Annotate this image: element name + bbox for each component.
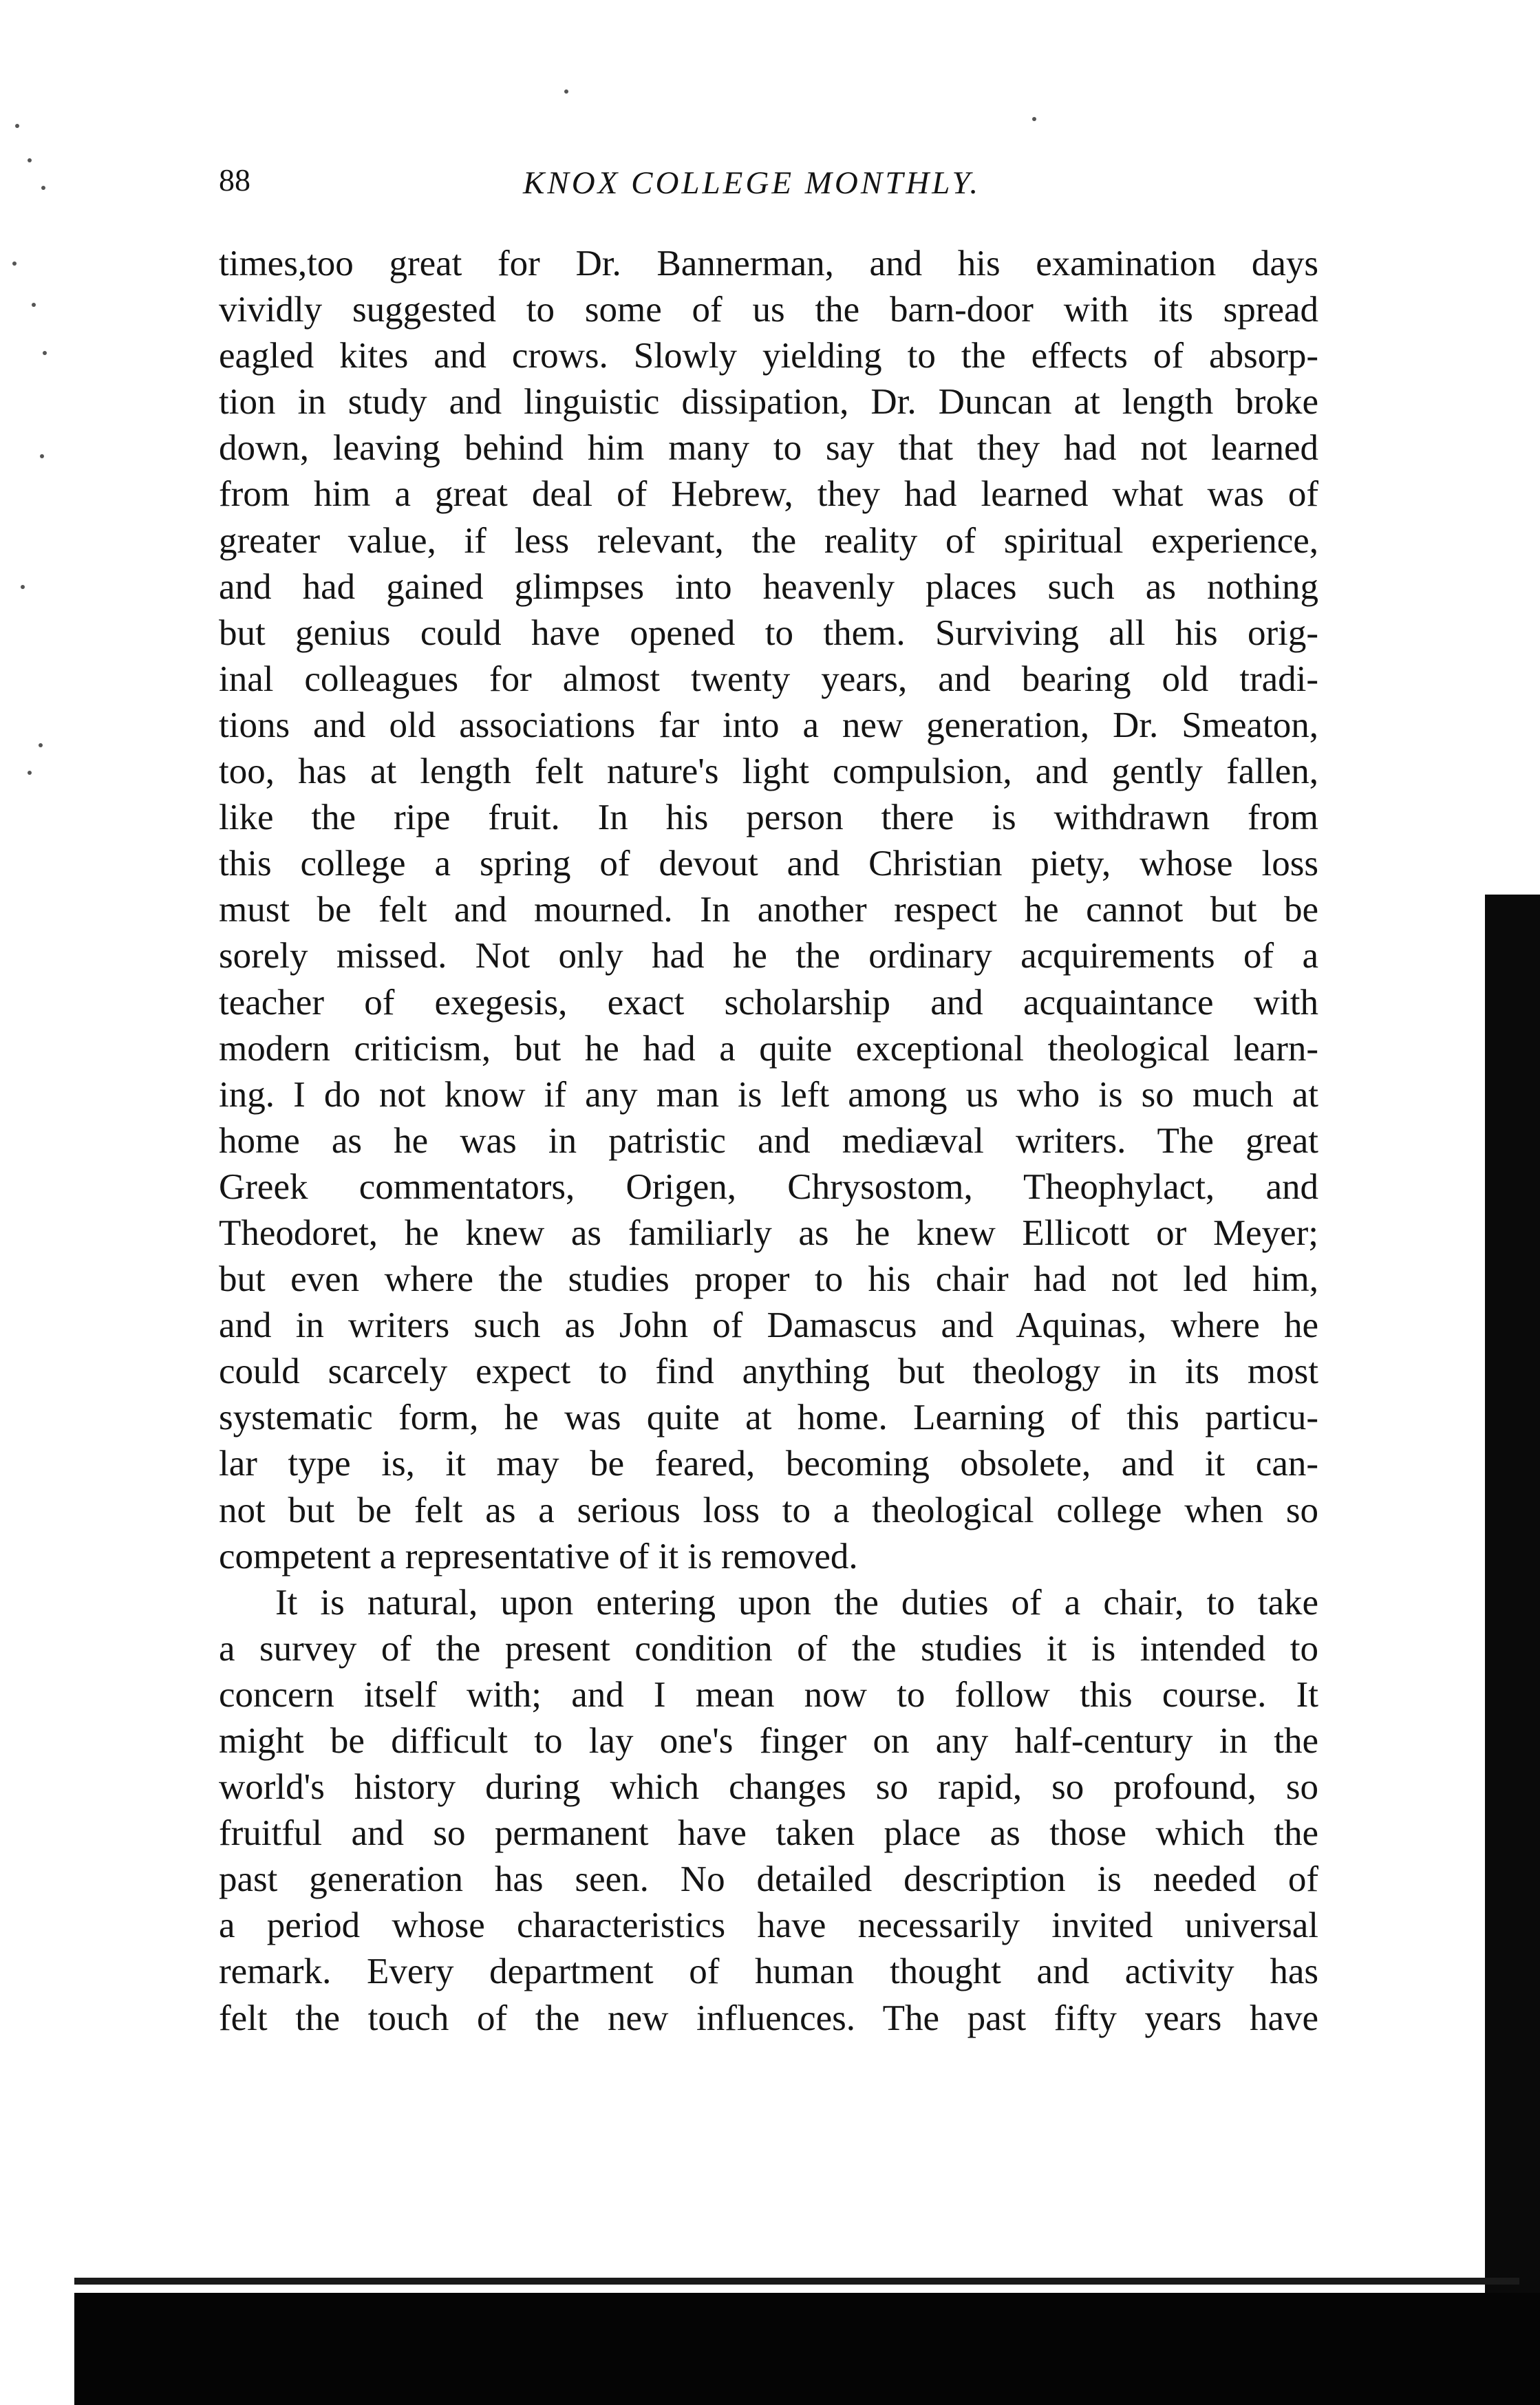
scan-speck (12, 261, 17, 266)
text-line: home as he was in patristic and mediæval writers. The great (219, 1120, 1318, 1161)
scan-bottom-rule (74, 2278, 1519, 2285)
scan-bottom-band (74, 2293, 1540, 2405)
paragraph-1 (219, 241, 1318, 1580)
text-line: but even where the studies proper to his chair had not led him, (219, 1259, 1318, 1300)
text-line: concern itself with; and I mean now to follow this course. It (219, 1674, 1318, 1715)
scan-speck (564, 89, 568, 94)
scan-speck (43, 351, 47, 355)
running-title: KNOX COLLEGE MONTHLY. (523, 165, 981, 201)
text-line: sorely missed. Not only had he the ordinary acquirements of a (219, 936, 1318, 976)
text-line: teacher of exegesis, exact scholarship and acquaintance with (219, 982, 1318, 1023)
text-line: remark. Every department of human thought and activity has (219, 1952, 1318, 1992)
text-line: not but be felt as a serious loss to a theological college when so (219, 1490, 1318, 1530)
text-line: It is natural, upon entering upon the duties of a chair, to take (275, 1582, 1318, 1623)
text-line: eagled kites and crows. Slowly yielding to the effects of absorp- (219, 336, 1318, 376)
scan-speck (41, 186, 45, 190)
text-line: too, has at length felt nature's light compulsion, and gently fallen, (219, 751, 1318, 792)
scan-speck (28, 771, 32, 775)
scan-speck (40, 454, 44, 458)
text-line: felt the touch of the new influences. The past fifty years have (219, 1998, 1318, 2038)
page-number: 88 (219, 162, 250, 197)
scan-speck (15, 124, 19, 128)
text-line: tions and old associations far into a new generation, Dr. Smeaton, (219, 705, 1318, 745)
paragraph-2 (219, 1580, 1318, 2042)
text-line: down, leaving behind him many to say that they had not learned (219, 428, 1318, 469)
text-line: but genius could have opened to them. Surviving all his orig- (219, 612, 1318, 653)
text-line: Theodoret, he knew as familiarly as he knew Ellicott or Meyer; (219, 1212, 1318, 1253)
text-line: world's history during which changes so rapid, so profound, so (219, 1767, 1318, 1808)
scan-right-edge (1485, 895, 1540, 2298)
text-line: past generation has seen. No detailed description is needed of (219, 1859, 1318, 1900)
text-line: times,too great for Dr. Bannerman, and his examination days (219, 244, 1318, 284)
text-line: vividly suggested to some of us the barn-door with its spread (219, 290, 1318, 330)
text-line: this college a spring of devout and Christian piety, whose loss (219, 844, 1318, 884)
text-line: systematic form, he was quite at home. Learning of this particu- (219, 1398, 1318, 1438)
scan-speck (1032, 117, 1036, 121)
text-line: greater value, if less relevant, the reality of spiritual experience, (219, 520, 1318, 561)
text-line: a survey of the present condition of the studies it is intended to (219, 1628, 1318, 1669)
text-line: could scarcely expect to find anything but theology in its most (219, 1351, 1318, 1392)
text-line: and in writers such as John of Damascus and Aquinas, where he (219, 1305, 1318, 1346)
text-line: a period whose characteristics have necessarily invited universal (219, 1905, 1318, 1946)
text-line: inal colleagues for almost twenty years, and bearing old tradi- (219, 659, 1318, 699)
scan-speck (32, 303, 36, 307)
text-line: must be felt and mourned. In another respect he cannot but be (219, 890, 1318, 930)
article-body (219, 241, 1318, 2042)
scan-speck (28, 158, 32, 162)
text-line: from him a great deal of Hebrew, they had learned what was of (219, 474, 1318, 515)
scan-speck (21, 585, 25, 589)
text-line: ing. I do not know if any man is left among us who is so much at (219, 1074, 1318, 1115)
text-line: modern criticism, but he had a quite exceptional theological learn- (219, 1028, 1318, 1069)
text-line: Greek commentators, Origen, Chrysostom, Theophylact, and (219, 1166, 1318, 1207)
text-line: lar type is, it may be feared, becoming obsolete, and it can- (219, 1444, 1318, 1484)
text-line: competent a representative of it is removed. (219, 1536, 858, 1576)
text-line: tion in study and linguistic dissipation, Dr. Duncan at length broke (219, 382, 1318, 423)
text-line: might be difficult to lay one's finger on any half-century in the (219, 1721, 1318, 1761)
text-line: and had gained glimpses into heavenly places such as nothing (219, 566, 1318, 607)
scan-speck (39, 743, 43, 747)
text-line: fruitful and so permanent have taken place as those which the (219, 1813, 1318, 1854)
text-line: like the ripe fruit. In his person there is withdrawn from (219, 798, 1318, 838)
